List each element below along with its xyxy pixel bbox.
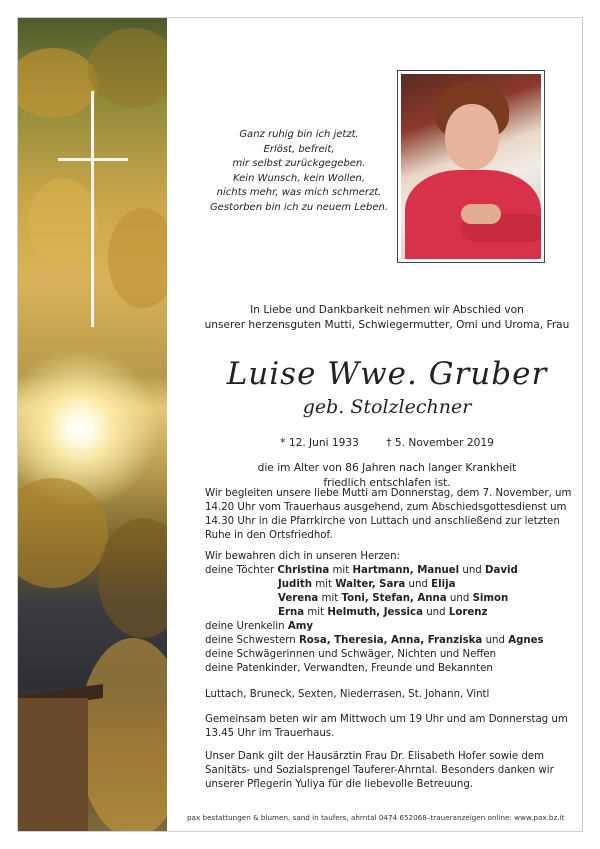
death-date: † 5. November 2019 [386, 437, 494, 449]
greatgrandchild-row [205, 620, 569, 634]
last-name: Simon [472, 593, 509, 604]
poem-line: Gestorben bin ich zu neuem Leben. [209, 201, 389, 213]
deceased-name: Luise Wwe. Gruber [226, 356, 548, 392]
connector: und [426, 607, 446, 618]
funeral-line: 14.20 Uhr vom Trauerhaus ausgehend, zum Abschiedsgottesdienst um [205, 502, 567, 513]
daughter-row [205, 606, 569, 620]
sisters-row [205, 634, 569, 648]
daughter-name: Verena [278, 593, 319, 604]
cross-icon [91, 91, 94, 327]
intro-line: In Liebe und Dankbarkeit nehmen wir Abschied von [250, 304, 524, 316]
portrait-photo [397, 70, 545, 263]
intro-line: unserer herzensguten Mutti, Schwiegermutter, Omi und Uroma, Frau [204, 319, 570, 331]
family-list [205, 550, 569, 676]
age-line: die im Alter von 86 Jahren nach langer Krankheit [257, 462, 517, 474]
prayer-line: Gemeinsam beten wir am Mittwoch um 19 Uhr und am Donnerstag um [205, 714, 568, 725]
sister-last: Agnes [508, 635, 544, 646]
age-line: friedlich entschlafen ist. [323, 477, 451, 489]
prayer-text [205, 713, 569, 741]
partner-names: Hartmann, Manuel [352, 565, 460, 576]
connector: und [485, 635, 505, 646]
relatives-line: deine Patenkinder, Verwandten, Freunde und Bekannten [205, 663, 493, 674]
last-name: Elija [431, 579, 456, 590]
partner-names: Helmuth, Jessica [327, 607, 423, 618]
prayer-line: 13.45 Uhr im Trauerhaus. [205, 728, 335, 739]
funeral-line: Ruhe in den Ortsfriedhof. [205, 530, 333, 541]
last-name: David [485, 565, 518, 576]
obituary-card [17, 17, 583, 832]
relatives-line: deine Schwägerinnen und Schwäger, Nichten und Neffen [205, 649, 497, 660]
funeral-line: 14.30 Uhr in die Pfarrkirche von Luttach und anschließend zur letzten [205, 516, 560, 527]
cross-bar [58, 158, 128, 161]
birth-name: geb. Stolzlechner [302, 396, 472, 418]
poem-line: Ganz ruhig bin ich jetzt. [239, 129, 359, 140]
poem [190, 128, 408, 215]
daughter-row [205, 592, 569, 606]
thanks-line: unserer Pflegerin Yuliya für die liebevolle Betreuung. [205, 779, 474, 790]
daughters-label: deine Töchter [205, 565, 275, 576]
poem-line: mir selbst zurückgegeben. [232, 158, 366, 169]
birth-date: * 12. Juni 1933 [280, 437, 359, 449]
partner-names: Walter, Sara [335, 579, 406, 590]
connector: mit [315, 579, 332, 590]
life-dates [190, 436, 583, 450]
funeral-home-footer: pax bestattungen & blumen, sand in taufers, ahrntal 0474 652068–traueranzeigen online: www.pax.bz.it [187, 813, 565, 822]
greatgrand-label: deine Urenkelin [205, 621, 285, 632]
connector: und [449, 593, 470, 604]
daughter-row [205, 578, 569, 592]
connector: und [462, 565, 482, 576]
thanks-line: Unser Dank gilt der Hausärztin Frau Dr. Elisabeth Hofer sowie dem [205, 751, 545, 762]
autumn-trees-image [18, 18, 167, 831]
house-shape [18, 698, 88, 831]
daughter-name: Christina [277, 565, 330, 576]
sisters-label: deine Schwestern [205, 635, 296, 646]
poem-line: Erlöst, befreit, [263, 143, 335, 155]
thanks-text [205, 750, 569, 792]
connector: und [408, 579, 428, 590]
sisters-names: Rosa, Theresia, Anna, Franziska [298, 635, 483, 646]
connector: mit [332, 565, 350, 576]
last-name: Lorenz [448, 607, 488, 618]
daughter-row [205, 564, 569, 578]
connector: mit [307, 607, 325, 618]
poem-line: nichts mehr, was mich schmerzt. [216, 187, 382, 198]
poem-line: Kein Wunsch, kein Wollen, [232, 172, 366, 184]
connector: mit [321, 593, 339, 604]
partner-names: Toni, Stefan, Anna [341, 593, 447, 604]
daughter-name: Judith [278, 579, 312, 590]
thanks-line: Sanitäts- und Sozialsprengel Tauferer-Ahrntal. Besonders danken wir [205, 765, 554, 776]
family-intro: Wir bewahren dich in unseren Herzen: [205, 551, 400, 562]
greatgrand-name: Amy [287, 621, 313, 632]
funeral-text [205, 487, 572, 543]
daughter-name: Erna [278, 607, 305, 618]
funeral-line: Wir begleiten unsere liebe Mutti am Donnerstag, dem 7. November, um [205, 488, 572, 499]
places-line: Luttach, Bruneck, Sexten, Niederrasen, St. Johann, Vintl [205, 689, 490, 700]
intro-text [190, 303, 583, 333]
